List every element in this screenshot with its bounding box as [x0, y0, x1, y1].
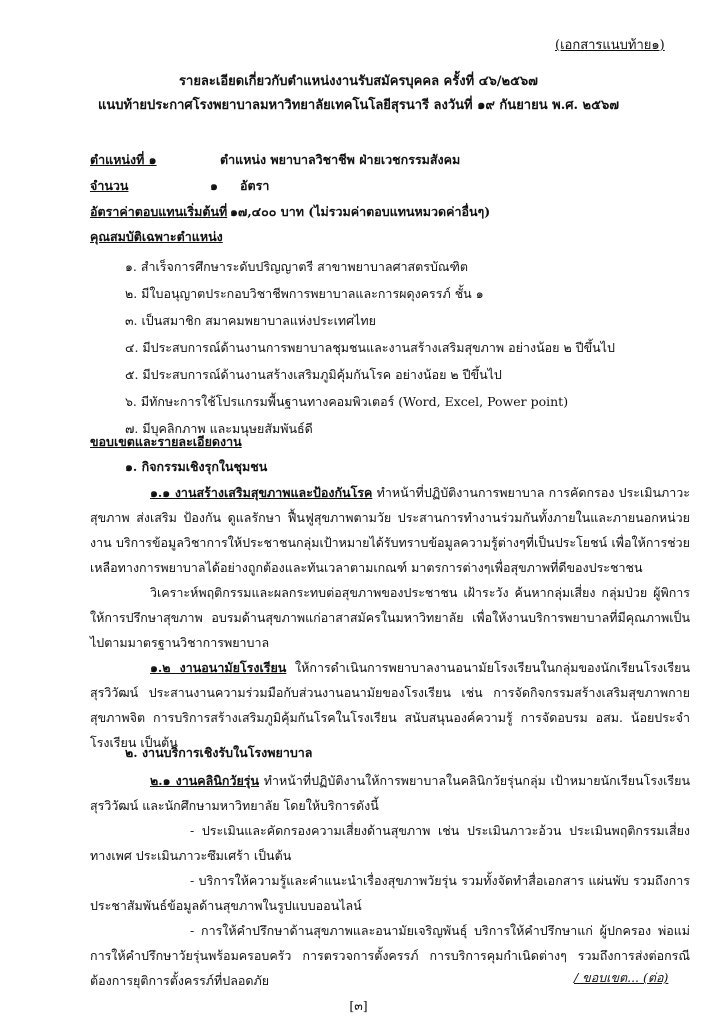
position-label: ตำแหน่งที่ ๑ — [90, 152, 157, 167]
continue-note: / ขอบเขต... (ต่อ) — [574, 970, 669, 985]
count-value: ๑ — [210, 178, 218, 193]
section-1-1 — [90, 480, 690, 755]
position-value: ตำแหน่ง พยาบาลวิชาชีพ ฝ่ายเวชกรรมสังคม — [220, 152, 461, 167]
section-2-1-text: ทำหน้าที่ปฏิบัติงานให้การพยาบาลในคลินิกวัยรุ่นกลุ่ม เป้าหมายนักเรียนโรงเรียนสุรวิวัฒน์ และนักศึกษามหาวิทยาลัย โดยให้บริการดังนี้ — [90, 773, 690, 813]
section-2-1-bullet: - บริการให้ความรู้และคำแนะนำเรื่องสุขภาพวัยรุ่น รวมทั้งจัดทำสื่อเอกสาร แผ่นพับ รวมถึงการประชาสัมพันธ์ข้อมูลด้านสุขภาพในรูปแบบออนไลน์ — [90, 873, 690, 913]
section-1-2-title: ๑.๒ งานอนามัยโรงเรียน — [150, 660, 287, 675]
salary-label: อัตราค่าตอบแทนเริ่มต้นที่ — [90, 204, 228, 219]
section-2-1-bullet: - การให้คำปรึกษาด้านสุขภาพและอนามัยเจริญพันธุ์ บริการให้คำปรึกษาแก่ ผู้ปกครอง พ่อแม่ การให้คำปรึกษาวัยรุ่นพร้อมครอบครัว การตรวจการตั้งครรภ์ การบริการคุมกำเนิดต่างๆ รวมถึงการส่งต่อกรณีต้องการยุติการตั้งครรภ์ที่ปลอดภัย — [90, 923, 690, 988]
section-2-heading: ๒. งานบริการเชิงรับในโรงพยาบาล — [125, 745, 313, 760]
document-subtitle: แนบท้ายประกาศโรงพยาบาลมหาวิทยาลัยเทคโนโลยีสุรนารี ลงวันที่ ๑๙ กันยายน พ.ศ. ๒๕๖๗ — [98, 98, 619, 113]
document-title: รายละเอียดเกี่ยวกับตำแหน่งงานรับสมัครบุคคล ครั้งที่ ๔๖/๒๕๖๗ — [179, 74, 538, 89]
count-row — [90, 176, 270, 196]
position-row — [90, 150, 461, 170]
scope-heading: ขอบเขตและรายละเอียดงาน — [90, 434, 242, 449]
qualifications-heading: คุณสมบัติเฉพาะตำแหน่ง — [90, 229, 223, 244]
attachment-label: (เอกสารแนบท้าย๑) — [555, 38, 665, 53]
section-1-2-text: ให้การดำเนินการพยาบาลงานอนามัยโรงเรียนในกลุ่มของนักเรียนโรงเรียนสุรวิวัฒน์ ประสานงานความร่วมมือกับส่วนงานอนามัยของโรงเรียน เช่น การจัดกิจกรรมสร้างเสริมสุขภาพกายสุขภาพจิต การบริการสร้างเสริมภูมิคุ้มกันโรคในโรงเรียน สนับสนุนองค์ความรู้ การจัดอบรม อสม. น้อยประจำโรงเรียน เป็นต้น — [90, 660, 690, 750]
section-2-1-title: ๒.๑ งานคลินิกวัยรุ่น — [150, 773, 260, 788]
qualification-item: ๑. สำเร็จการศึกษาระดับปริญญาตรี สาขาพยาบาลศาสตรบัณฑิต — [125, 259, 469, 274]
salary-value: ๑๗,๔๐๐ บาท (ไม่รวมค่าตอบแทนหมวดค่าอื่นๆ) — [230, 204, 491, 219]
qualification-item: ๒. มีใบอนุญาตประกอบวิชาชีพการพยาบาลและการผดุงครรภ์ ชั้น ๑ — [125, 286, 484, 301]
qualification-item: ๖. มีทักษะการใช้โปรแกรมพื้นฐานทางคอมพิวเตอร์ (Word, Excel, Power point) — [125, 394, 569, 409]
qualification-item: ๕. มีประสบการณ์ด้านงานสร้างเสริมภูมิคุ้มกันโรค อย่างน้อย ๒ ปีขึ้นไป — [125, 367, 502, 382]
count-label: จำนวน — [90, 178, 129, 193]
section-2-1-bullet: - ประเมินและคัดกรองความเสี่ยงด้านสุขภาพ เช่น ประเมินภาวะอ้วน ประเมินพฤติกรรมเสี่ยงทางเพศ ประเมินภาวะซึมเศร้า เป็นต้น — [90, 823, 690, 863]
count-unit: อัตรา — [240, 178, 270, 193]
page-number: [๓] — [349, 998, 368, 1013]
section-1-1-text: ทำหน้าที่ปฏิบัติงานการพยาบาล การคัดกรอง ประเมินภาวะสุขภาพ ส่งเสริม ป้องกัน ดูแลรักษา ฟื้นฟูสุขภาพตามวัย ประสานการทำงานร่วมกันทั้งภายในและภายนอกหน่วยงาน บริการข้อมูลวิชาการให้ประชาชนกลุ่มเป้าหมายได้รับทราบข้อมูลความรู้ต่างๆที่เป็นประโยชน์ เพื่อให้การช่วยเหลือทางการพยาบาลได้อย่างถูกต้องและทันเวลาตามเกณฑ์ มาตรการต่างๆเพื่อสุขภาพที่ดีของประชาชน — [90, 485, 690, 575]
salary-row — [90, 202, 491, 222]
section-1-heading: ๑. กิจกรรมเชิงรุกในชุมชน — [125, 459, 268, 474]
qualification-item: ๓. เป็นสมาชิก สมาคมพยาบาลแห่งประเทศไทย — [125, 313, 376, 328]
qualifications-list — [125, 253, 615, 442]
section-1-1-text2: วิเคราะห์พฤติกรรมและผลกระทบต่อสุขภาพของประชาชน เฝ้าระวัง ค้นหากลุ่มเสี่ยง กลุ่มป่วย ผู้พิการ ให้การปรึกษาสุขภาพ อบรมด้านสุขภาพแก่อาสาสมัครในมหาวิทยาลัย เพื่อให้งานบริการพยาบาลที่มีคุณภาพเป็นไปตามมาตรฐานวิชาการพยาบาล — [90, 585, 690, 650]
qualification-item: ๔. มีประสบการณ์ด้านงานการพยาบาลชุมชนและงานสร้างเสริมสุขภาพ อย่างน้อย ๒ ปีขึ้นไป — [125, 340, 615, 355]
qualification-item: ๗. มีบุคลิกภาพ และมนุษยสัมพันธ์ดี — [125, 421, 313, 436]
section-2-1 — [90, 768, 690, 993]
section-1-1-title: ๑.๑ งานสร้างเสริมสุขภาพและป้องกันโรค — [150, 485, 373, 500]
